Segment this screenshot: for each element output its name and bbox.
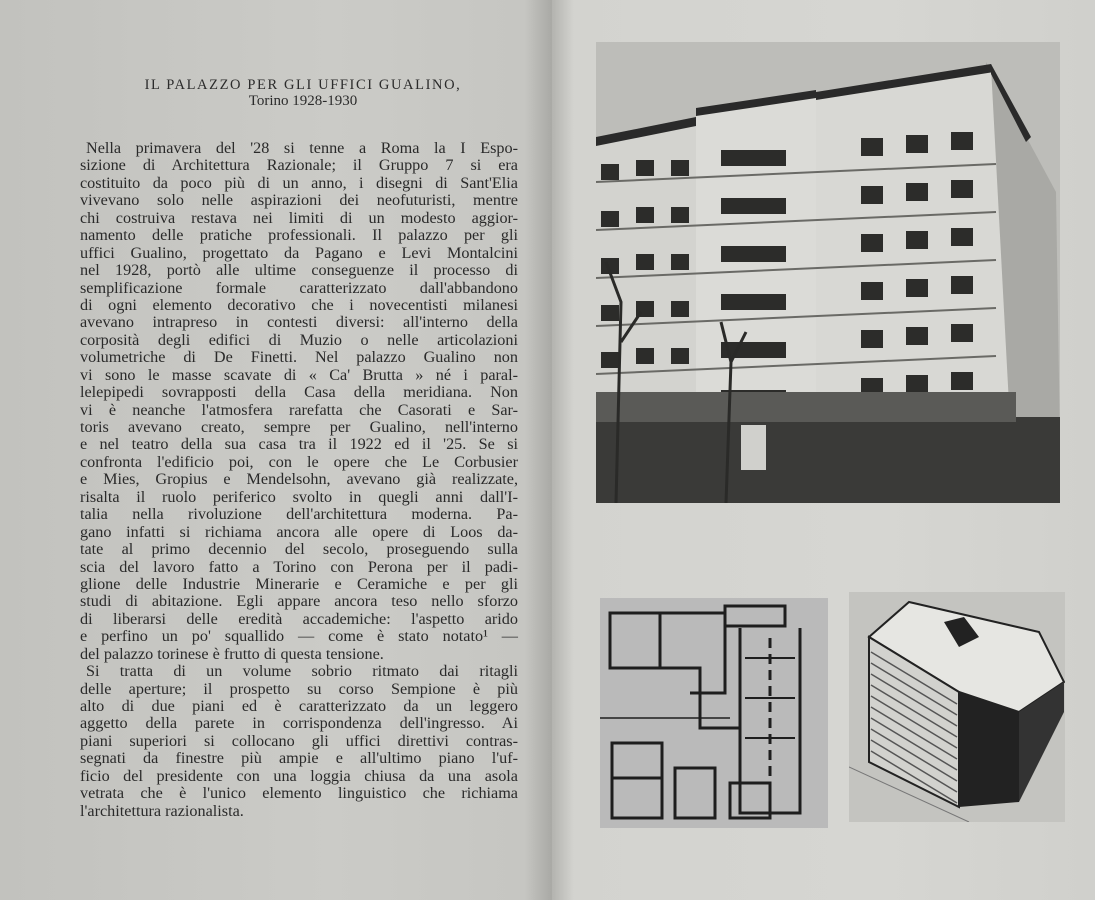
text-line: semplificazione formale caratterizzato dall'abbandono xyxy=(80,278,518,297)
text-line: corposità degli edifici di Muzio o nelle articolazioni xyxy=(80,330,518,349)
window xyxy=(906,183,928,201)
window xyxy=(636,348,654,364)
text-line: tate al primo decennio del secolo, proseguendo sulla xyxy=(80,540,518,559)
window xyxy=(636,160,654,176)
text-line: l'architettura razionalista. xyxy=(80,801,244,820)
window xyxy=(721,198,786,214)
text-line: delle aperture; il prospetto su corso Sempione è più xyxy=(80,679,518,698)
building-photograph xyxy=(596,42,1060,503)
window xyxy=(951,132,973,150)
text-line: sizione di Architettura Razionale; il Gruppo 7 si era xyxy=(80,156,518,175)
text-line: Si tratta di un volume sobrio ritmato dai ritagli xyxy=(86,662,518,681)
window xyxy=(861,186,883,204)
text-line: risalta il ruolo periferico svolto in quegli anni dall'I- xyxy=(80,487,518,506)
body-text xyxy=(80,140,518,820)
text-line: namento delle pratiche professionali. Il palazzo per gli xyxy=(80,226,518,245)
text-line: volumetriche di De Finetti. Nel palazzo Gualino non xyxy=(80,348,518,367)
window xyxy=(861,234,883,252)
window xyxy=(601,352,619,368)
window xyxy=(636,254,654,270)
window xyxy=(906,279,928,297)
text-line: Nella primavera del '28 si tenne a Roma la I Espo- xyxy=(86,139,518,157)
text-line: aggetto della parete in corrispondenza dell'ingresso. Ai xyxy=(80,714,518,733)
text-line: del palazzo torinese è frutto di questa tensione. xyxy=(80,644,384,663)
window xyxy=(951,276,973,294)
window xyxy=(861,138,883,156)
window xyxy=(906,135,928,153)
window xyxy=(671,254,689,270)
text-line: alto di due piani ed è caratterizzato da un leggero xyxy=(80,697,518,715)
text-line: vetrata che è l'unico elemento linguistico che richiama xyxy=(80,784,518,803)
text-line: piani superiori si collocano gli uffici direttivi contras- xyxy=(80,731,518,750)
window xyxy=(951,324,973,342)
text-line: di liberarsi delle eredità accademiche: l'aspetto arido xyxy=(80,609,518,628)
text-line: avevano intrapreso in contesti diversi: all'interno della xyxy=(80,313,518,332)
window xyxy=(721,246,786,262)
window xyxy=(951,228,973,246)
text-line: e perfino un po' squallido — come è stato notato¹ — xyxy=(80,627,518,646)
text-line: chi costruiva restava nei limiti di un modesto aggior- xyxy=(80,208,518,227)
text-line: vivevano solo nelle aspirazioni dei neofuturisti, mentre xyxy=(80,191,518,210)
window xyxy=(721,150,786,166)
axonometric-drawing xyxy=(849,592,1065,822)
window xyxy=(671,301,689,317)
window xyxy=(861,330,883,348)
window xyxy=(601,164,619,180)
window xyxy=(721,294,786,310)
text-line: uffici Gualino, progettato da Pagano e Levi Montalcini xyxy=(80,243,518,262)
window xyxy=(636,207,654,223)
text-line: toris avevano creato, sempre per Gualino, nell'interno xyxy=(80,418,518,436)
text-line: ficio del presidente con una loggia chiusa da una asola xyxy=(80,766,518,785)
window xyxy=(671,348,689,364)
window xyxy=(951,372,973,390)
text-line: glione delle Industrie Minerarie e Ceramiche e per gli xyxy=(80,574,518,593)
text-line: vi è neanche l'atmosfera rarefatta che Casorati e Sar- xyxy=(80,400,518,419)
text-line: di ogni elemento decorativo che i novecentisti milanesi xyxy=(80,295,518,314)
text-line: confronta l'edificio poi, con le opere che Le Corbusier xyxy=(80,452,518,471)
floor-plan-drawing xyxy=(600,598,828,828)
chapter-title: IL PALAZZO PER GLI UFFICI GUALINO, xyxy=(144,77,462,93)
window xyxy=(861,282,883,300)
window xyxy=(951,180,973,198)
text-line: lelepipedi sovrapposti della Casa della meridiana. Non xyxy=(80,383,518,402)
window xyxy=(671,160,689,176)
window xyxy=(601,305,619,321)
window xyxy=(906,327,928,345)
text-line: studi di abitazione. Egli appare ancora teso nello sforzo xyxy=(80,592,518,611)
text-line: e Mies, Gropius e Mendelsohn, avevano già realizzate, xyxy=(80,470,518,489)
text-line: nel 1928, portò alle ultime conseguenze il processo di xyxy=(80,261,518,280)
text-line: costituito da poco più di un anno, i disegni di Sant'Elia xyxy=(80,173,518,192)
text-line: vi sono le masse scavate di « Ca' Brutta » né i paral- xyxy=(80,365,518,384)
window xyxy=(906,375,928,393)
chapter-heading xyxy=(80,77,526,109)
text-line: gano infatti si richiama ancora alle opere di Loos da- xyxy=(80,522,518,541)
chapter-subtitle: Torino 1928-1930 xyxy=(248,93,358,109)
text-line: talia nella rivoluzione dell'architettura moderna. Pa- xyxy=(80,505,518,524)
window xyxy=(906,231,928,249)
text-line: scia del lavoro fatto a Torino con Perona per il padi- xyxy=(80,557,518,576)
text-line: segnati da finestre più ampie e all'ultimo piano l'uf- xyxy=(80,749,518,768)
window xyxy=(601,211,619,227)
window xyxy=(671,207,689,223)
text-line: e nel teatro della sua casa tra il 1922 ed il '25. Se si xyxy=(80,435,518,454)
